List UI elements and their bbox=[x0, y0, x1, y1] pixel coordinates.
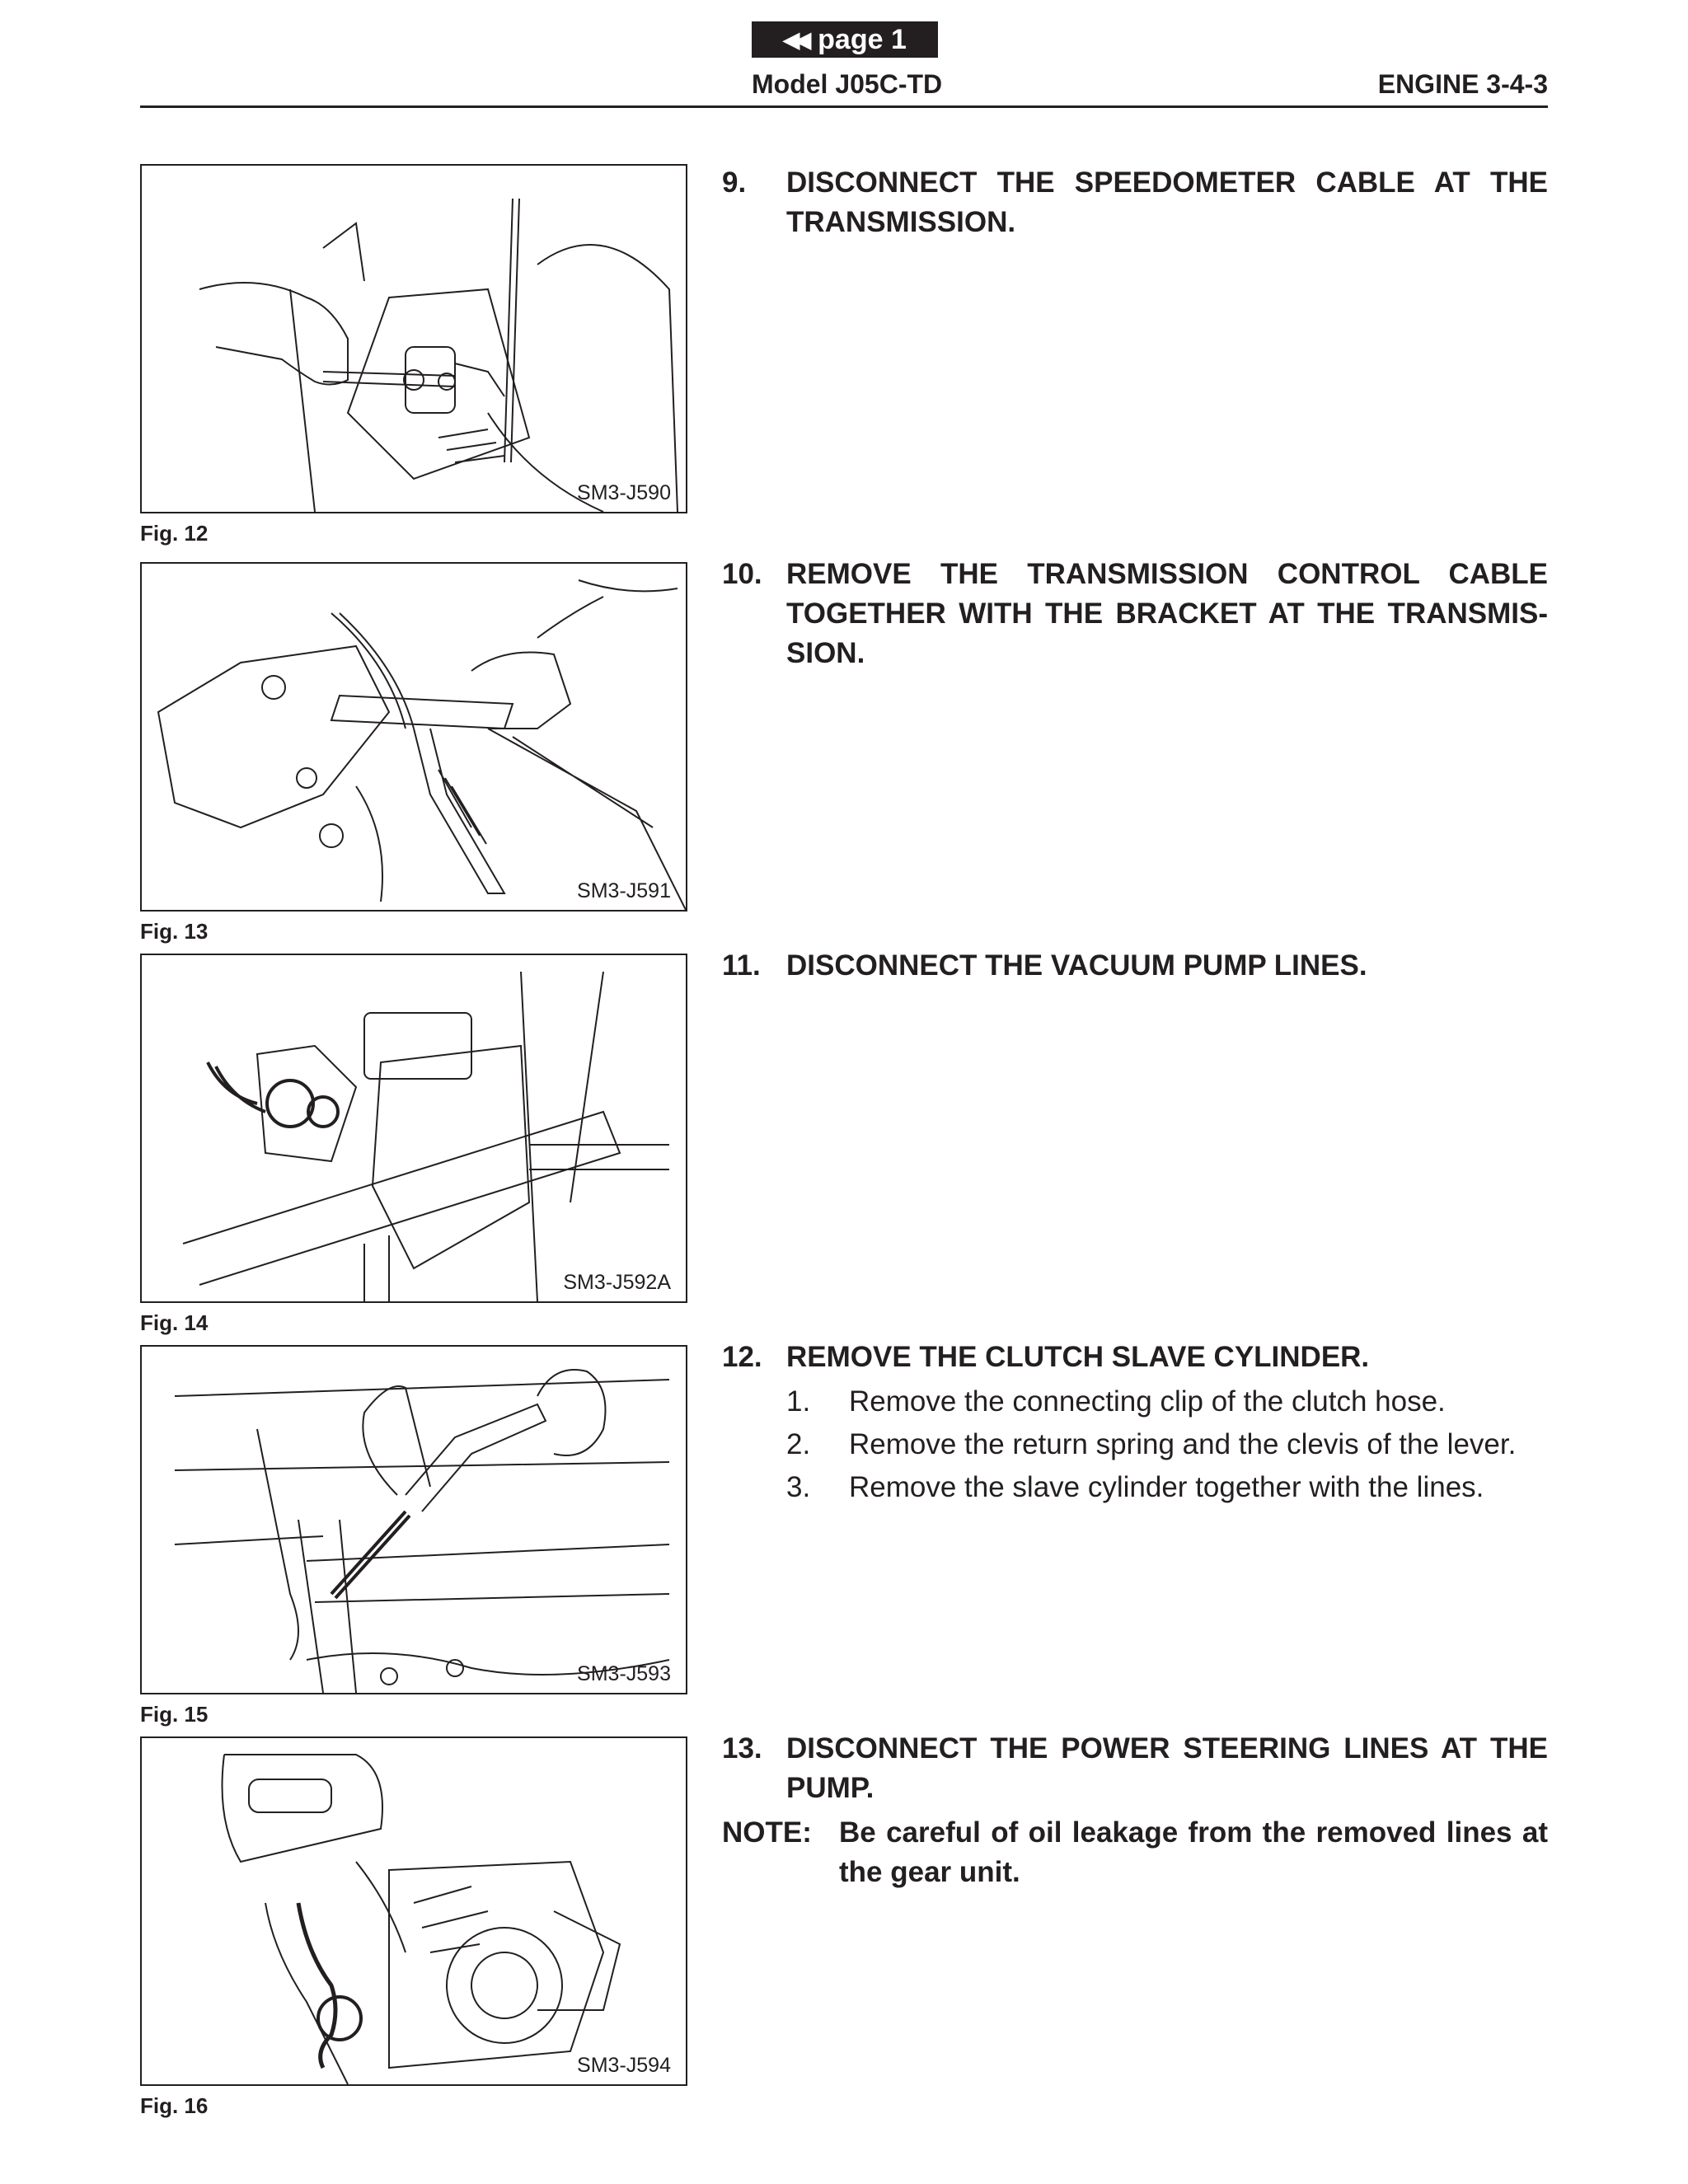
step-13 bbox=[722, 1729, 1548, 1892]
note-label: NOTE: bbox=[722, 1816, 812, 1849]
figure-code: SM3-J590 bbox=[577, 481, 671, 504]
vacuum-pump-illustration bbox=[142, 955, 687, 1303]
figure-caption: Fig. 15 bbox=[140, 1702, 209, 1727]
figure-caption: Fig. 13 bbox=[140, 919, 209, 944]
step-10 bbox=[722, 555, 1548, 673]
step-number: 12. bbox=[722, 1341, 762, 1373]
header-divider bbox=[140, 105, 1548, 108]
double-left-arrow-icon: ◀◀ bbox=[783, 26, 807, 52]
figure-14-vacuum-pump bbox=[140, 954, 687, 1303]
step-11 bbox=[722, 946, 1548, 986]
step-number: 11. bbox=[722, 949, 761, 982]
substep-list bbox=[786, 1380, 1548, 1509]
step-title: DISCONNECT THE SPEEDOMETER CABLE AT THE TRANSMISSION. bbox=[786, 166, 1548, 238]
figure-code: SM3-J593 bbox=[577, 1662, 671, 1685]
figure-code: SM3-J591 bbox=[577, 879, 671, 902]
section-page-number: ENGINE 3-4-3 bbox=[1377, 69, 1548, 99]
substep-number: 1. bbox=[786, 1385, 811, 1418]
control-cable-illustration bbox=[142, 564, 687, 912]
note bbox=[722, 1813, 1548, 1892]
figure-caption: Fig. 14 bbox=[140, 1310, 209, 1335]
model-name: Model J05C-TD bbox=[752, 69, 943, 99]
step-title: REMOVE THE CLUTCH SLAVE CYLINDER. bbox=[786, 1341, 1370, 1373]
substep-text: Remove the slave cylinder together with the lines. bbox=[849, 1471, 1484, 1503]
figure-13-control-cable bbox=[140, 562, 687, 912]
step-title: REMOVE THE TRANSMISSION CONTROL CABLE TOGETHER WITH THE BRACKET AT THE TRANSMIS-SION. bbox=[786, 558, 1548, 669]
list-item bbox=[786, 1466, 1548, 1509]
step-12 bbox=[722, 1338, 1548, 1509]
figure-caption: Fig. 12 bbox=[140, 521, 209, 546]
figure-caption: Fig. 16 bbox=[140, 2093, 209, 2118]
substep-number: 2. bbox=[786, 1428, 811, 1460]
substep-text: Remove the connecting clip of the clutch hose. bbox=[849, 1385, 1446, 1418]
figure-code: SM3-J594 bbox=[577, 2054, 671, 2077]
step-title: DISCONNECT THE POWER STEERING LINES AT THE PUMP. bbox=[786, 1732, 1548, 1804]
figure-15-clutch-slave-cylinder bbox=[140, 1345, 687, 1694]
list-item bbox=[786, 1380, 1548, 1423]
previous-page-label: page 1 bbox=[818, 23, 907, 55]
speedometer-cable-illustration bbox=[142, 166, 687, 513]
substep-number: 3. bbox=[786, 1471, 811, 1503]
substep-text: Remove the return spring and the clevis of the lever. bbox=[849, 1428, 1517, 1460]
figure-12-speedometer-cable bbox=[140, 164, 687, 513]
step-9 bbox=[722, 163, 1548, 242]
step-number: 10. bbox=[722, 558, 762, 590]
step-number: 13. bbox=[722, 1732, 762, 1765]
clutch-slave-cylinder-illustration bbox=[142, 1347, 687, 1694]
power-steering-illustration bbox=[142, 1738, 687, 2086]
previous-page-button[interactable] bbox=[752, 21, 938, 58]
figure-16-power-steering-lines bbox=[140, 1736, 687, 2086]
list-item bbox=[786, 1423, 1548, 1466]
step-title: DISCONNECT THE VACUUM PUMP LINES. bbox=[786, 949, 1367, 982]
figure-code: SM3-J592A bbox=[563, 1271, 671, 1294]
note-text: Be careful of oil leakage from the removed lines at the gear unit. bbox=[839, 1816, 1548, 1888]
step-number: 9. bbox=[722, 166, 747, 199]
